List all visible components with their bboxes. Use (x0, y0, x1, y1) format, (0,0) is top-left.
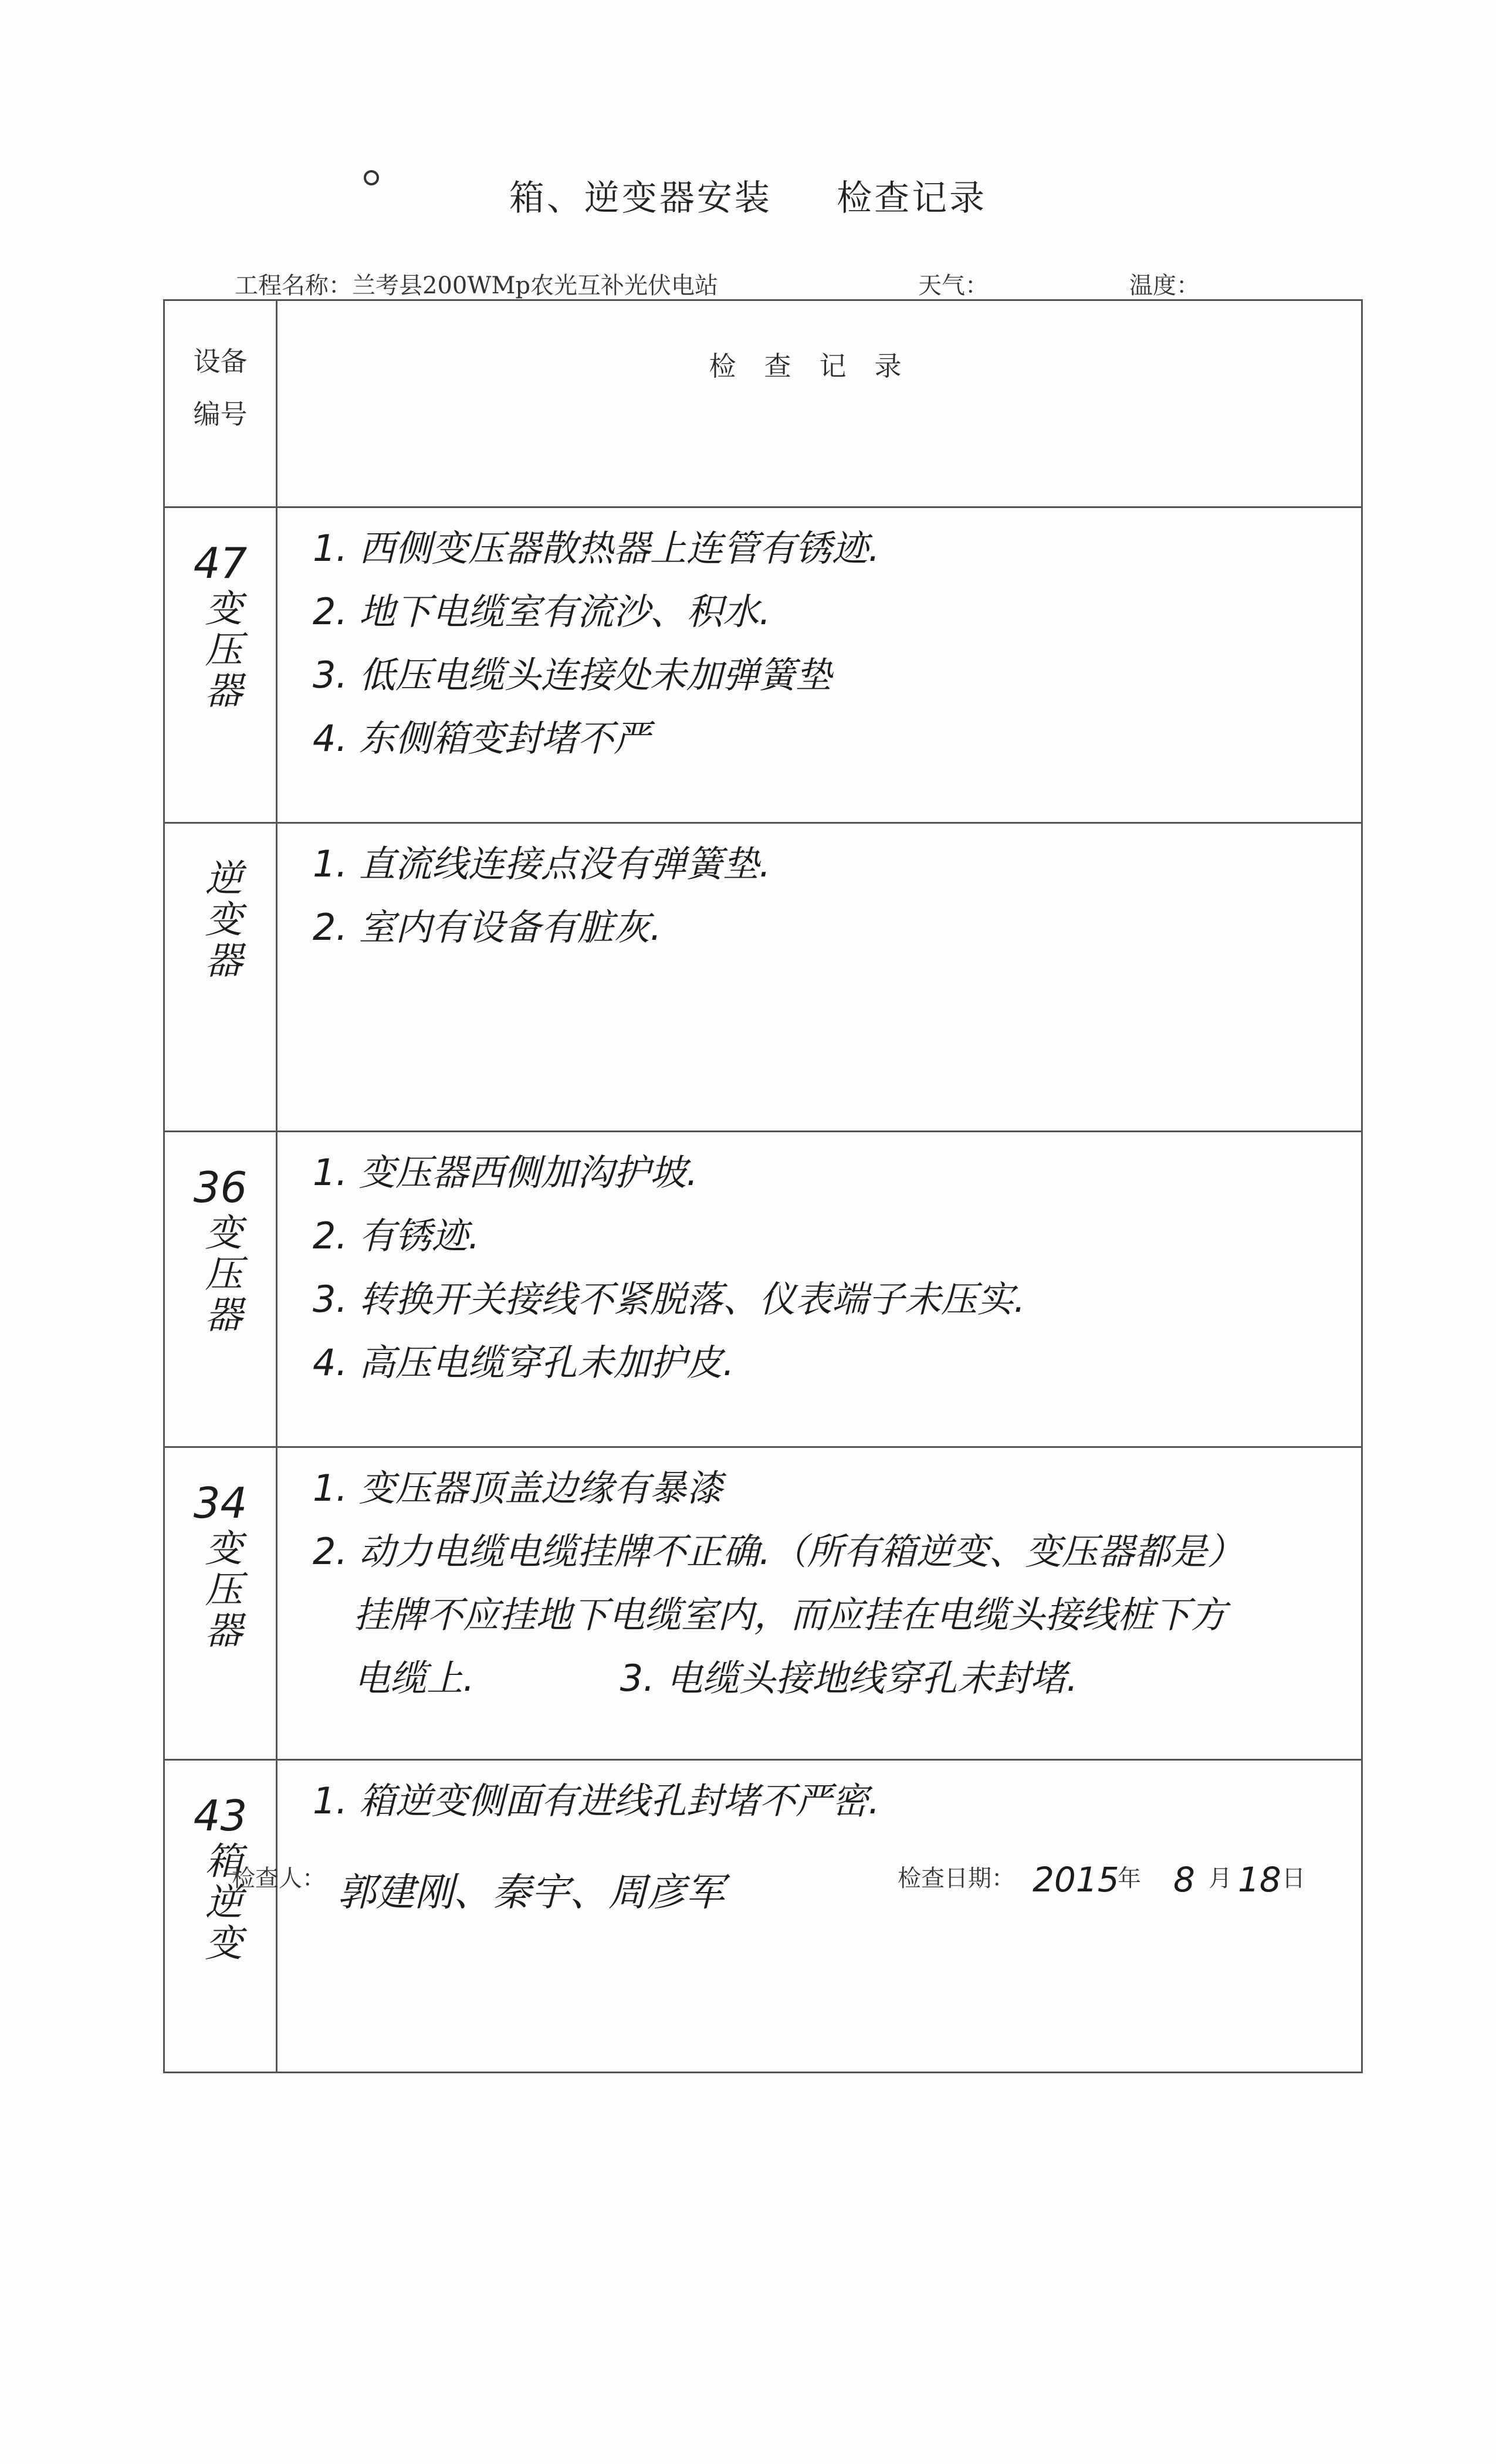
inspector-label: 检查人： (232, 1865, 326, 1892)
device-id-cell (164, 507, 277, 823)
device-id-cell (164, 823, 277, 1132)
record-cell (277, 1132, 1362, 1447)
record-line: 1. 变压器顶盖边缘有暴漆 (313, 1467, 723, 1509)
table-row (164, 1132, 1362, 1447)
record-cell (277, 507, 1362, 823)
table-row (164, 1447, 1362, 1760)
record-cell (277, 1447, 1362, 1760)
table-row (164, 823, 1362, 1132)
record-line: 1. 变压器西侧加沟护坡. (313, 1151, 698, 1194)
device-number: 47 (193, 539, 248, 588)
weather-field: 天气： (918, 272, 989, 299)
temperature-field: 温度： (1129, 272, 1200, 299)
device-id-cell (164, 1447, 277, 1760)
record-line: 电缆上. 3. 电缆头接地线穿孔未封堵. (354, 1657, 1078, 1700)
date-month: 8 (1173, 1860, 1195, 1900)
record-line: 2. 有锈迹. (313, 1214, 480, 1257)
record-cell (277, 823, 1362, 1132)
device-number: 36 (193, 1163, 248, 1212)
device-number: 34 (193, 1478, 248, 1528)
record-column-header: 检查记录 (277, 300, 1362, 507)
record-line: 3. 转换开关接线不紧脱落、仪表端子未压实. (313, 1278, 1025, 1321)
device-number: 43 (193, 1791, 248, 1840)
inspection-table (163, 299, 1363, 2073)
record-line: 2. 动力电缆电缆挂牌不正确.（所有箱逆变、变压器都是） (313, 1530, 1244, 1573)
date-year-unit: 年 (1118, 1865, 1141, 1892)
project-name-field: 工程名称：兰考县200WMp农光互补光伏电站 (235, 272, 719, 299)
device-name: 变压器 (198, 588, 242, 712)
record-line: 4. 高压电缆穿孔未加护皮. (313, 1341, 735, 1384)
device-name: 箱逆变 (198, 1841, 242, 1964)
table-header-row (164, 300, 1362, 507)
date-month-unit: 月 (1209, 1865, 1232, 1892)
device-header-line-2: 编号 (193, 398, 248, 430)
table-row (164, 507, 1362, 823)
inspector-signatures: 郭建刚、秦宇、周彦军 (337, 1870, 725, 1915)
date-day: 18 (1238, 1860, 1281, 1900)
device-name: 变压器 (198, 1528, 242, 1651)
device-header-line-1: 设备 (193, 346, 248, 377)
device-name: 逆变器 (198, 858, 242, 981)
record-line: 1. 西侧变压器散热器上连管有锈迹. (313, 527, 880, 570)
record-line: 1. 箱逆变侧面有进线孔封堵不严密. (313, 1779, 880, 1822)
date-year: 2015 (1033, 1860, 1119, 1900)
device-name: 变压器 (198, 1213, 242, 1336)
device-id-cell (164, 1132, 277, 1447)
record-line: 3. 低压电缆头连接处未加弹簧垫 (313, 654, 832, 696)
device-column-header (164, 300, 277, 507)
date-day-unit: 日 (1282, 1865, 1305, 1892)
document-title: 箱、逆变器安装 检查记录 (509, 178, 987, 219)
record-line: 2. 地下电缆室有流沙、积水. (313, 590, 771, 633)
record-line: 1. 直流线连接点没有弹簧垫. (313, 842, 771, 885)
record-line: 挂牌不应挂地下电缆室内，而应挂在电缆头接线桩下方 (354, 1593, 1227, 1636)
inspection-date-label: 检查日期： (898, 1865, 1015, 1892)
record-line: 4. 东侧箱变封堵不严 (313, 717, 650, 760)
record-line: 2. 室内有设备有脏灰. (313, 906, 662, 949)
device-id-cell (164, 1760, 277, 2073)
